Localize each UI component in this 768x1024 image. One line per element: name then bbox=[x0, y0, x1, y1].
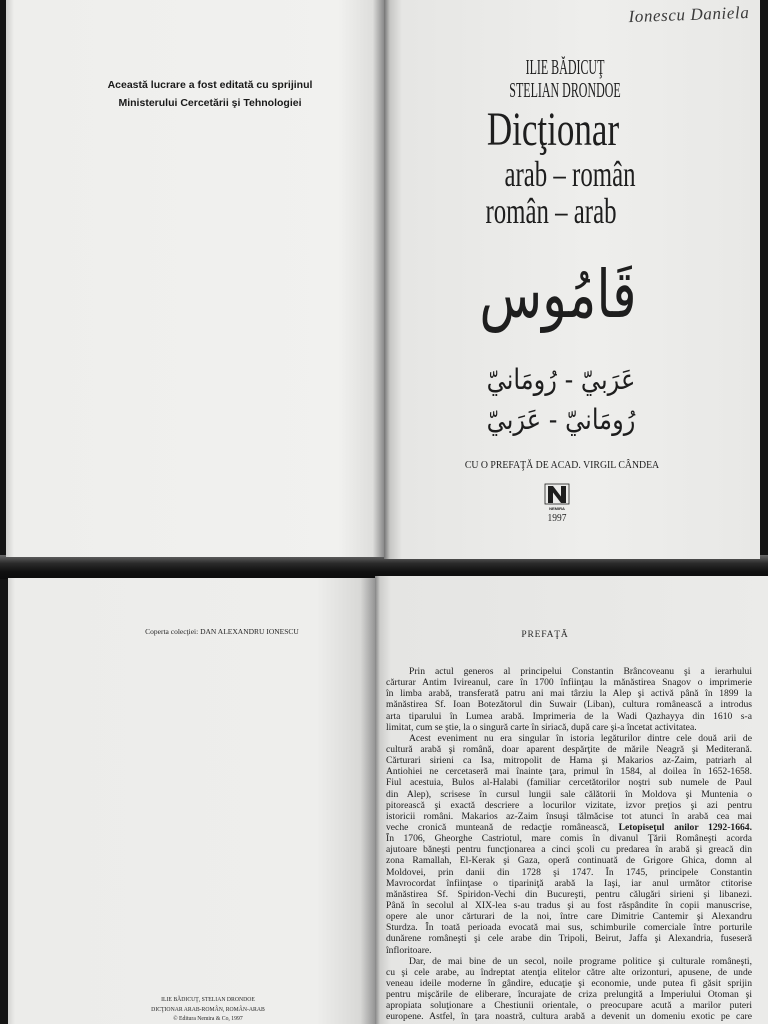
preface-line bbox=[386, 967, 752, 978]
preface-line bbox=[386, 1000, 752, 1011]
preface-line bbox=[386, 777, 752, 788]
preface-line bbox=[386, 1011, 752, 1022]
preface-line-text: pentru mişcările de eliberare, încurajate de criza prelungită a Imperiului Otoman şi bbox=[386, 989, 752, 1001]
preface-line bbox=[386, 945, 752, 956]
preface-line-text: cultură arabă şi română, doar aparent despărţite de mările Neagră şi Mediterană. bbox=[386, 743, 752, 755]
preface-line bbox=[386, 911, 752, 922]
preface-line-text: în limba arabă, transferată patru ani mai târziu la Alep şi activă până în 1899 la bbox=[386, 688, 752, 700]
authors bbox=[465, 56, 665, 102]
publication-year: 1997 bbox=[547, 513, 567, 524]
preface-line-text: Prin actul generos al principelui Constantin Brâncoveanu şi a ierarhului bbox=[409, 666, 752, 677]
preface-line-text: Până în secolul al XIX-lea s-au tradus şi au fost răspândite în copii manuscrise, bbox=[386, 899, 752, 911]
sponsor-line: Această lucrare a fost editată cu sprijinul bbox=[107, 79, 313, 91]
preface-line bbox=[386, 722, 752, 733]
preface-page bbox=[375, 576, 768, 1024]
preface-line bbox=[386, 811, 752, 822]
preface-line bbox=[386, 666, 752, 677]
preface-line-text: apropiata soluţionare a Chestiunii orientale, o preocupare acută a marilor puteri bbox=[386, 1000, 752, 1012]
preface-line bbox=[386, 711, 752, 722]
preface-line-text: Moldovei, prin danii din 1728 şi 1747. În 1745, principele Constantin bbox=[386, 866, 752, 878]
book-title: Dicţionar bbox=[486, 103, 620, 156]
preface-line bbox=[386, 789, 752, 800]
sponsor-note bbox=[60, 76, 360, 112]
preface-line-text: În 1706, Gheorghe Castriotul, mare comis în divanul Ţării Româneşti acorda bbox=[386, 833, 752, 845]
preface-line-text: Acest eveniment nu era singular în istoria legăturilor dintre cele două arii de bbox=[409, 732, 752, 744]
preface-line-bold-title: Letopiseţul anilor 1292-1664. bbox=[618, 821, 752, 833]
imprint-line: ILIE BĂDICUŢ, STELIAN DRONDOE bbox=[161, 996, 255, 1003]
preface-line-text: dunărene româneşti şi cele arabe din Tripoli, Beirut, Jaffa şi Alexandria, fuseseră bbox=[386, 933, 752, 945]
preface-line bbox=[386, 922, 752, 933]
preface-line-text: Dar, de mai bine de un secol, noile programe politice şi culturale româneşti, bbox=[409, 955, 752, 967]
preface-line bbox=[386, 800, 752, 811]
preface-line bbox=[386, 766, 752, 777]
book-subtitle: arab – român bbox=[504, 154, 636, 194]
preface-line-text: Fiul acestuia, Bulos al-Halabi (familiar cercetătorilor noştri sub numele de Paul bbox=[386, 777, 752, 789]
preface-line bbox=[386, 677, 752, 688]
preface-line bbox=[386, 733, 752, 744]
preface-line bbox=[386, 822, 752, 833]
preface-line bbox=[386, 867, 752, 878]
preface-line-text: istoricii români. Makarios az-Zaim însuşi tălmăcise tot atunci în arabă cea mai bbox=[386, 810, 752, 822]
preface-line-text: ajutoare băneşti pentru funcţionarea a cinci şcoli cu predarea în arabă şi greacă din bbox=[386, 844, 752, 856]
publisher-logo-label: NEMIRA bbox=[549, 506, 565, 511]
preface-line-text: veche cronică munteană de redacţie românească, bbox=[386, 821, 619, 833]
title-page bbox=[384, 0, 760, 559]
preface-body bbox=[386, 666, 752, 1023]
preface-line bbox=[386, 833, 752, 844]
handwritten-signature: Ionescu Daniela bbox=[628, 2, 750, 27]
preface-line-text: cu şi cele arabe, au îndreptat atenţia elitelor către alte orizonturi, apusene, de unde bbox=[386, 966, 752, 978]
preface-line-text: Sturdza. În toată perioada evocată mai sus, schimburile comerciale între porturile bbox=[386, 922, 752, 934]
preface-line-text: mănăstirea Sf. Spiridon-Vechi din Bucureşti, pentru călugări sirieni şi libanezi. bbox=[386, 888, 752, 900]
arabic-subtitle: عَرَبيّ - رُومَانيّ bbox=[486, 363, 636, 396]
preface-line-text: din Alep), scrisese în cursul lungii sale călătorii în Moldova şi Muntenia o bbox=[386, 788, 752, 800]
imprint bbox=[58, 995, 358, 1024]
preface-line-text: opere ale unor cărturari de la noi, între care Dimitrie Cantemir şi Alexandru bbox=[386, 911, 752, 923]
book-subtitle: român – arab bbox=[485, 191, 617, 231]
author-name: STELIAN DRONDOE bbox=[509, 78, 621, 102]
preface-line bbox=[386, 933, 752, 944]
preface-line-text: Antiohiei ne cercetaseră mai înainte ţara, primul în 1584, al doilea în 1652-1658. bbox=[386, 766, 752, 778]
preface-line-text: pitorească şi exactă descriere a locurilor vizitate, izvor preţios şi azi pentru bbox=[386, 799, 752, 811]
arabic-subtitle: رُومَانيّ - عَرَبيّ bbox=[486, 403, 636, 436]
author-name: ILIE BĂDICUŢ bbox=[525, 55, 605, 79]
preface-line bbox=[386, 989, 752, 1000]
preface-line-text: cărturar Antim Ivireanul, care în 1700 înfiinţau la mănăstirea Snagov o imprimerie bbox=[386, 677, 752, 689]
preface-line bbox=[386, 744, 752, 755]
preface-line bbox=[386, 978, 752, 989]
preface-credit: CU O PREFAŢĂ DE ACAD. VIRGIL CÂNDEA bbox=[464, 459, 660, 471]
preface-line-text: Cărturari sirieni ca Isa, mitropolit de Hama şi Makarios az-Zaim, patriarh al bbox=[386, 755, 752, 767]
preface-line-text: Mavrocordat înfiinţase o tipariniţă arabă la Iaşi, iar anul următor ctitorise bbox=[386, 877, 752, 889]
preface-paragraph bbox=[386, 733, 752, 956]
preface-line bbox=[386, 889, 752, 900]
preface-line-text: arta tiparului în Lumea arabă. Imprimeria de la Wadi Qazhayya din 1610 s-a bbox=[386, 710, 752, 722]
preface-line-text: mănăstirea Sf. Ioan Botezătorul din Suwair (Liban), cultura românească a introdus bbox=[386, 699, 752, 711]
cover-credit: Coperta colecţiei: DAN ALEXANDRU IONESCU bbox=[145, 627, 299, 636]
copyright-page bbox=[8, 578, 375, 1024]
sponsor-line: Ministerului Cercetării şi Tehnologiei bbox=[118, 97, 302, 109]
imprint-line: © Editura Nemira & Co, 1997 bbox=[173, 1015, 243, 1022]
preface-line-text: înfloritoare. bbox=[386, 944, 432, 956]
preface-line-text: veneau ideile moderne în gândire, educaţie şi economie, unde putea fi găsit sprijin bbox=[386, 977, 752, 989]
nemira-logo-icon bbox=[543, 483, 571, 507]
preface-line bbox=[386, 688, 752, 699]
preface-line-text: limitat, cum se ştie, la o singură carte în siriacă, după care şi-a încetat activitatea. bbox=[386, 721, 697, 733]
preface-line bbox=[386, 855, 752, 866]
preface-line bbox=[386, 699, 752, 710]
preface-line-text: europene. Astfel, în ţara noastră, cultura arabă a devenit un domeniu exotic pe care bbox=[386, 1011, 752, 1023]
preface-paragraph bbox=[386, 956, 752, 1023]
preface-line bbox=[386, 956, 752, 967]
preface-line bbox=[386, 878, 752, 889]
sponsor-page bbox=[6, 0, 384, 557]
arabic-title: قَامُوس bbox=[479, 256, 637, 333]
preface-line bbox=[386, 844, 752, 855]
preface-heading: PREFAŢĂ bbox=[521, 630, 569, 640]
imprint-line: DICŢIONAR ARAB-ROMÂN, ROMÂN-ARAB bbox=[151, 1005, 265, 1013]
preface-line bbox=[386, 755, 752, 766]
preface-line-text: zona Ramallah, El-Kerak şi Gaza, operă continuată de Grigore Ghica, domn al bbox=[386, 855, 752, 867]
preface-line bbox=[386, 900, 752, 911]
preface-paragraph bbox=[386, 666, 752, 733]
